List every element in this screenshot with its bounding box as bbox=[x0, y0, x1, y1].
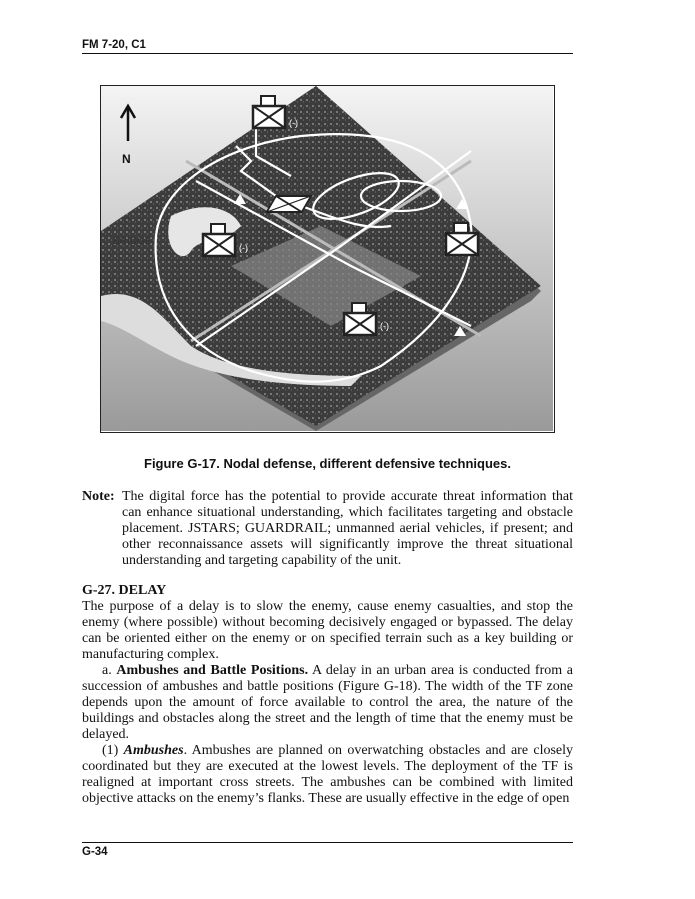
header-rule bbox=[82, 53, 573, 54]
page-number: G-34 bbox=[82, 846, 108, 858]
note-block bbox=[82, 489, 573, 569]
reduced-label: (-) bbox=[239, 243, 248, 253]
paragraph-a bbox=[82, 663, 573, 743]
para-a-text: A delay in an urban area is conducted from a succession of ambushes and battle positions (Figure G-18). The width of the TF zone depends upon the amount of force available to control the area, the nature of the buildings and obstacles along the street and the length of time that the enemy must be delayed. bbox=[82, 663, 574, 742]
north-label: N bbox=[122, 152, 131, 166]
para-1-text: . Ambushes are planned on overwatching obstacles and are closely coordinated but they are executed at the lowest levels. The deployment of the TF is realigned at important cross streets. The ambushes can be combined with limited objective attacks on the enemy’s flanks. These are usually effective in the edge of open bbox=[82, 743, 574, 806]
footer-rule bbox=[82, 842, 573, 843]
reduced-label: (-) bbox=[380, 321, 389, 331]
figure-caption: Figure G-17. Nodal defense, different defensive techniques. bbox=[144, 456, 511, 471]
note-label: Note: bbox=[82, 489, 115, 504]
note-text: The digital force has the potential to provide accurate threat information that can enhance situational understanding, which facilitates targeting and obstacle placement. JSTARS; GUARDRAIL; unmanned aerial vehicles, if present; and other reconnaissance assets will significantly improve the threat situational understanding and targeting capability of the unit. bbox=[122, 489, 573, 568]
bridge-label: BRIDGE bbox=[113, 236, 152, 247]
para-a-title: Ambushes and Battle Positions. bbox=[116, 663, 309, 678]
running-header: FM 7-20, C1 bbox=[82, 39, 146, 51]
para-1-prefix: (1) bbox=[102, 743, 124, 758]
para-a-prefix: a. bbox=[102, 663, 117, 678]
intro-paragraph: The purpose of a delay is to slow the enemy, cause enemy casualties, and stop the enemy (where possible) without becoming decisively engaged or bypassed. The delay can be oriented either on the enemy or on specified terrain such as a key building or manufacturing complex. bbox=[82, 599, 573, 662]
section-heading: G-27. DELAY bbox=[82, 583, 167, 598]
para-1-title: Ambushes bbox=[123, 743, 184, 758]
reduced-label: (-) bbox=[289, 118, 298, 128]
paragraph-1 bbox=[82, 743, 573, 807]
figure-nodal-defense bbox=[100, 85, 555, 433]
section-g27 bbox=[82, 583, 573, 807]
